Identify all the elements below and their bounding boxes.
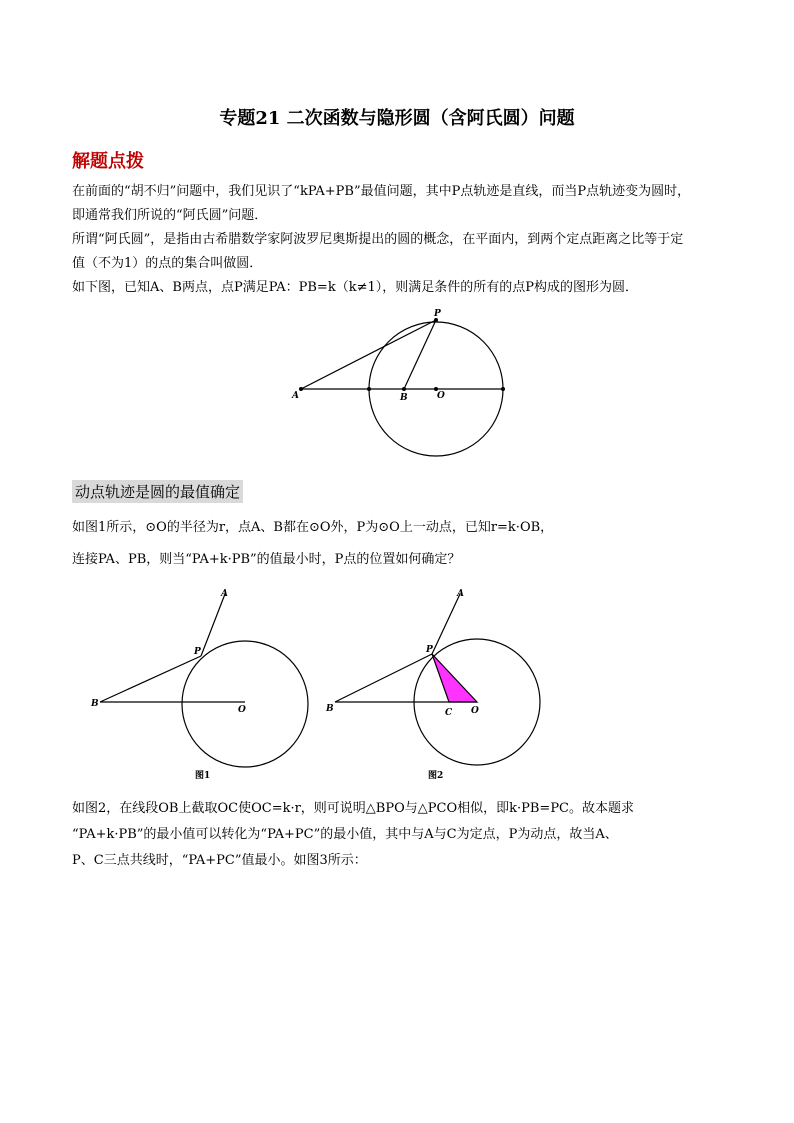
caption: 图2: [428, 771, 444, 781]
circle: [182, 641, 308, 767]
figure-2: [322, 582, 562, 782]
segment-PA: [432, 594, 460, 654]
figure-1: [88, 582, 328, 782]
label-B: B: [326, 704, 334, 714]
point-left: [367, 387, 371, 391]
p1-line2: 即通常我们所说的“阿氏圆”问题．: [72, 208, 268, 223]
q-line1: 如图1所示，⊙O的半径为r，点A、B都在⊙O外，P为⊙O上一动点，已知r=k·OB，: [72, 520, 554, 535]
segment-PA: [201, 594, 225, 656]
a-line2: “PA+k·PB”的最小值可以转化为“PA+PC”的最小值，其中与A与C为定点，P为动点，故当A、: [72, 827, 618, 842]
segment-PB: [404, 320, 436, 389]
label-A: A: [292, 391, 299, 401]
label-B: B: [91, 699, 99, 709]
point-B: [402, 387, 406, 391]
segment-AP: [301, 320, 436, 389]
label-P: P: [434, 309, 441, 319]
q-line2: 连接PA、PB，则当“PA+k·PB”的值最小时，P点的位置如何确定？: [72, 552, 461, 567]
triangle-PCO: [432, 654, 477, 702]
a-line3: P、C三点共线时，“PA+PC”值最小。如图3所示：: [72, 853, 367, 868]
paragraph-1: [72, 180, 724, 300]
point-right: [501, 387, 505, 391]
p3: 如下图，已知A、B两点，点P满足PA：PB=k（k≠1），则满足条件的所有的点P构成的图形为圆．: [72, 280, 638, 295]
subheading: 动点轨迹是圆的最值确定: [72, 480, 243, 503]
p2-line2: 值（不为1）的点的集合叫做圆．: [72, 256, 263, 271]
segment-PB: [335, 654, 432, 702]
label-C: C: [445, 708, 453, 718]
point-A: [299, 387, 303, 391]
label-A: A: [221, 589, 228, 599]
a-line1: 如图2，在线段OB上截取OC使OC=k·r，则可说明△BPO与△PCO相似，即k·PB=PC。故本题求: [72, 801, 635, 816]
page-title: 专题21 二次函数与隐形圆（含阿氏圆）问题: [219, 108, 575, 129]
question-paragraph: [72, 516, 724, 572]
p1-line1: 在前面的“胡不归”问题中，我们见识了“kPA+PB”最值问题，其中P点轨迹是直线，而当P点轨迹变为圆时，: [72, 184, 691, 199]
label-O: O: [238, 705, 246, 715]
segment-PB: [100, 656, 201, 702]
caption: 图1: [195, 771, 211, 781]
label-O: O: [437, 391, 445, 401]
label-A: A: [457, 589, 464, 599]
figure-top: [280, 305, 520, 465]
label-B: B: [400, 393, 408, 403]
answer-paragraph: [72, 796, 724, 874]
p2-line1: 所谓“阿氏圆”，是指由古希腊数学家阿波罗尼奥斯提出的圆的概念，在平面内，到两个定点距离之比等于定: [72, 232, 684, 247]
label-O: O: [471, 706, 479, 716]
label-P: P: [194, 647, 201, 657]
section-heading: 解题点拨: [72, 151, 144, 172]
label-P: P: [426, 645, 433, 655]
